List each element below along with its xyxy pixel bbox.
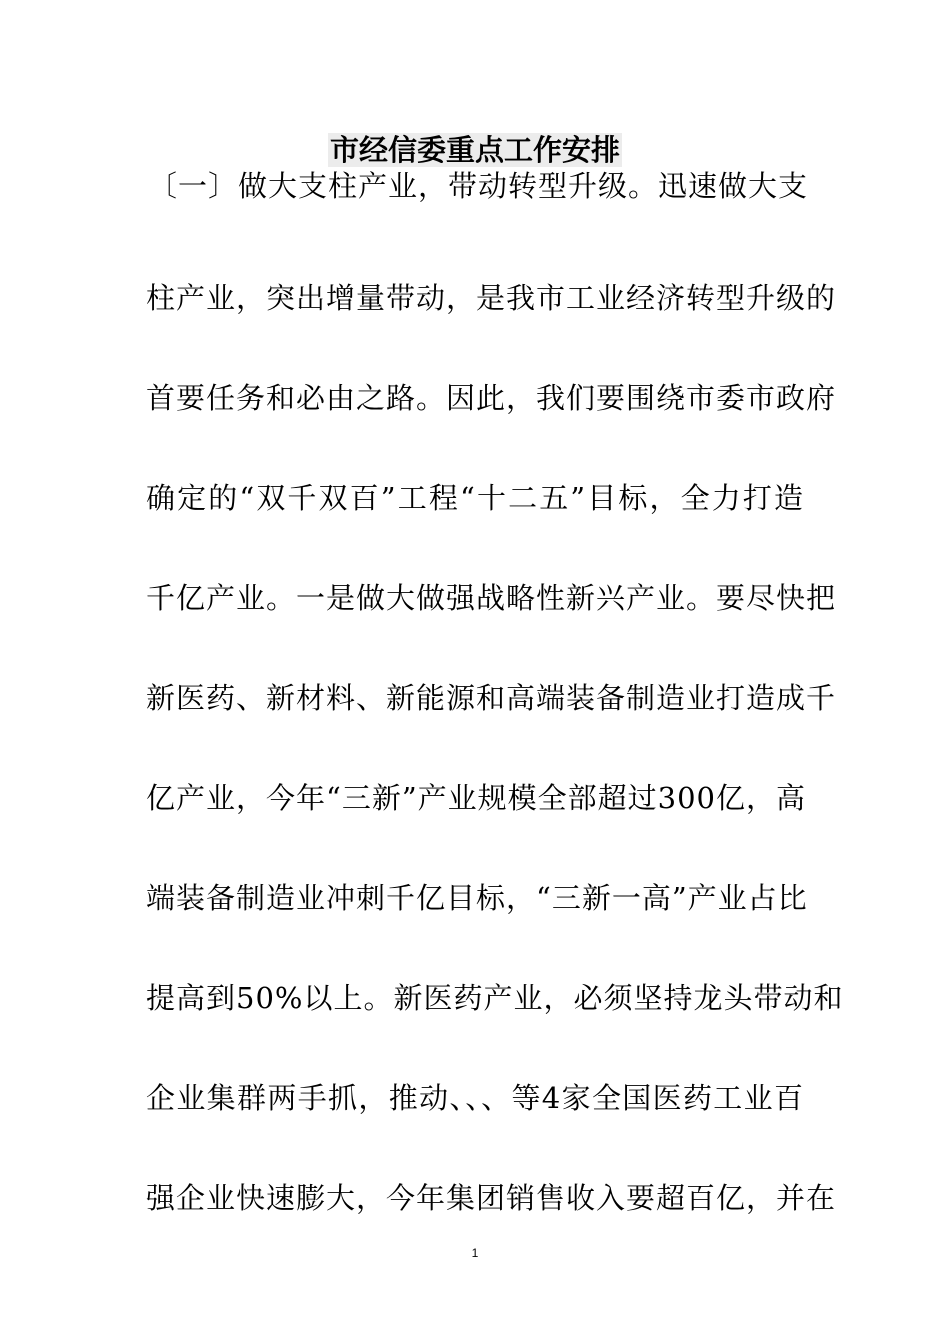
body-line-3: 首要任务和必由之路。因此，我们要围绕市委市政府 xyxy=(146,381,837,415)
body-line-9: 提高到50%以上。新医药产业，必须坚持龙头带动和 xyxy=(146,981,844,1015)
body-line-1: 〔一〕做大支柱产业，带动转型升级。迅速做大支 xyxy=(148,169,809,203)
body-line-2: 柱产业，突出增量带动，是我市工业经济转型升级的 xyxy=(146,281,837,315)
body-line-8: 端装备制造业冲刺千亿目标，“三新一高”产业占比 xyxy=(146,881,808,915)
body-line-6: 新医药、新材料、新能源和高端装备制造业打造成千 xyxy=(146,681,837,715)
body-line-7: 亿产业，今年“三新”产业规模全部超过300亿，高 xyxy=(146,781,807,815)
body-line-5: 千亿产业。一是做大做强战略性新兴产业。要尽快把 xyxy=(146,581,837,615)
body-line-10: 企业集群两手抓，推动、、、等4家全国医药工业百 xyxy=(146,1081,804,1115)
body-line-11: 强企业快速膨大，今年集团销售收入要超百亿，并在 xyxy=(146,1181,837,1215)
page-number: 1 xyxy=(471,1246,479,1260)
document-title-text: 市经信委重点工作安排 xyxy=(329,133,620,167)
body-line-4: 确定的“双千双百”工程“十二五”目标，全力打造 xyxy=(146,481,804,515)
